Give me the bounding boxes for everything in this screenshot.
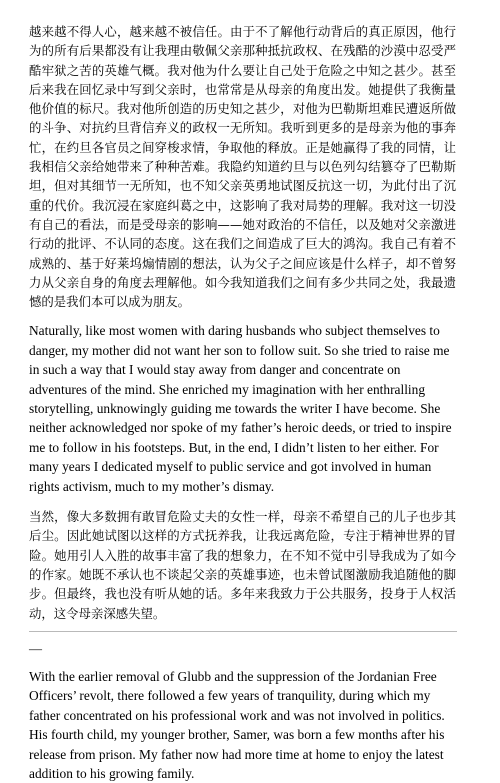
chinese-paragraph-1: 越来越不得人心，越来越不被信任。由于不了解他行动背后的真正原因，他行为的所有后果都没有让我理由敬佩父亲那种抵抗政权、在残酷的沙漠中忍受严酷牢狱之苦的英雄气概。我对他为什么要让自己处于危险之中知之甚少。甚至后来我在回忆录中写到父亲时，也常常是从母亲的角度出发。她提供了我衡量他价值的标尺。我对他所创造的历史知之甚少，对他为巴勒斯坦难民遭返所做的斗争、对抗约旦背信弃义的政权一无所知。我听到更多的是母亲为他的事奔忙，在约旦各官员之间穿梭求情，争取他的释放。正是她赢得了我的同情，让我相信父亲给她带来了种种苦难。我隐约知道约旦与以色列勾结篡夺了巴勒斯坦，但对其细节一无所知，也不知父亲英勇地试图反抗这一切，为此付出了沉重的代价。我沉浸在家庭纠葛之中，这影响了我对局势的理解。我对这一切没有自己的看法，而是受母亲的影响——她对政治的不信任，以及她对父亲激进行动的批评、不认同的态度。这在我们之间造成了巨大的鸿沟。我自己有着不成熟的、基于好莱坞煽情剧的想法，认为父子之间应该是什么样子，却不曾努力从父亲自身的角度去理解他。如今我知道我们之间有多少共同之处，我最遗憾的是我们本可以成为朋友。 [29,24,456,310]
english-paragraph-2: With the earlier removal of Glubb and the suppression of the Jordanian Free Officers’ revolt, there followed a few years of tranquility, during which my father concentrated on his professional work and was not involved in politics. His fourth child, my younger brother, Samer, was born a few months after his release from prison. My father now had more time at home to enjoy the latest addition to his growing family. [29,668,445,781]
separator-dash: — [29,640,42,656]
english-paragraph-1: Naturally, like most women with daring husbands who subject themselves to danger, my mother did not want her son to follow suit. So she tried to raise me in such a way that I would stay away from danger and concentrate on adventures of the mind. She enriched my imagination with her enthralling storytelling, unknowingly guiding me towards the writer I have become. She neither acknowledged nor spoke of my father’s heroic deeds, or tried to inspire me to follow in his footsteps. But, in the end, I didn’t listen to her either. For many years I dedicated myself to public service and got involved in human rights activism, much to my mother’s dismay. [29,323,452,494]
chinese-paragraph-2: 当然，像大多数拥有敢冒危险丈夫的女性一样，母亲不希望自己的儿子也步其后尘。因此她试图以这样的方式抚养我，让我远离危险，专注于精神世界的冒险。她用引人入胜的故事丰富了我的想象力，在不知不觉中引导我成为了如今的作家。她既不承认也不谈起父亲的英雄事迹，也未曾试图激励我追随他的脚步。但最终，我也没有听从她的话。多年来我致力于公共服务，投身于人权活动，这令母亲深感失望。 [29,509,456,621]
section-divider [29,631,457,632]
